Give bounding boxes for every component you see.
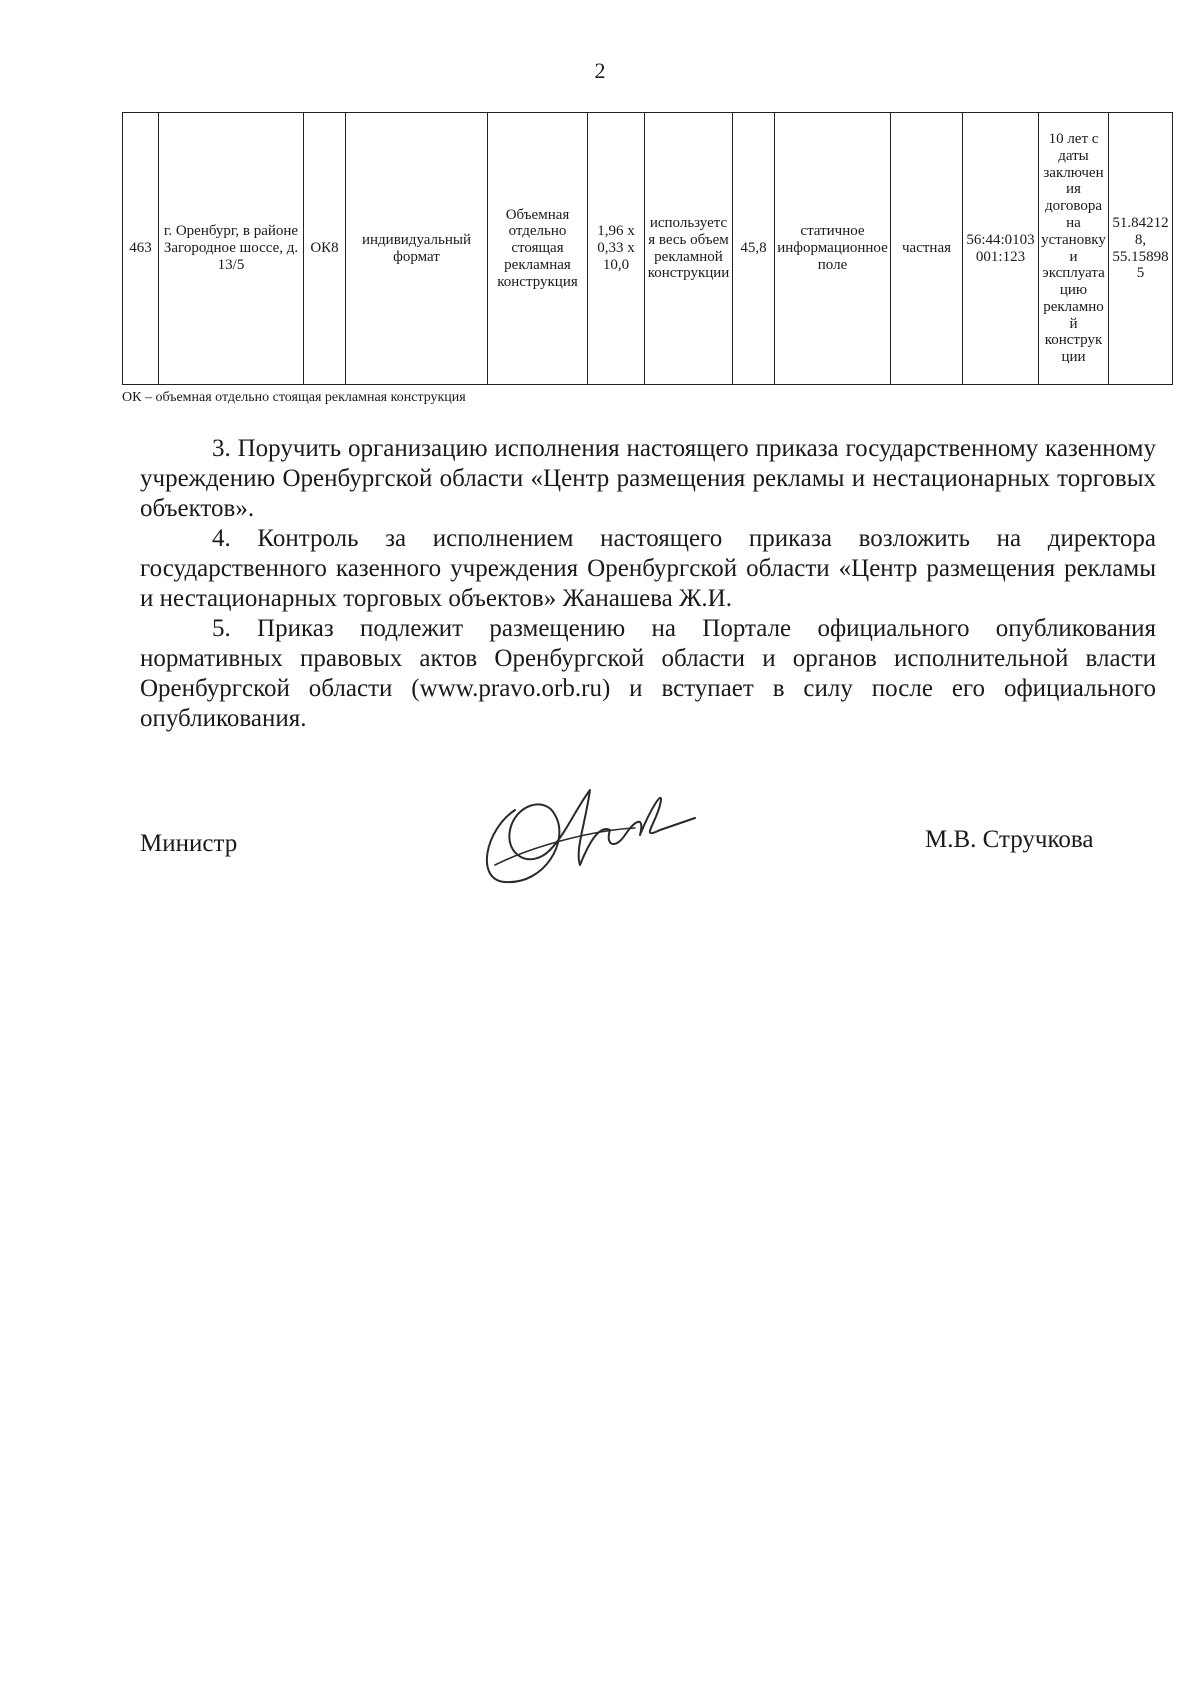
cell-type-code: ОК8 bbox=[304, 113, 346, 385]
cell-address: г. Оренбург, в районе Загородное шоссе, д. 13/5 bbox=[159, 113, 304, 385]
cell-ownership: частная bbox=[891, 113, 963, 385]
cell-structure-type: Объемная отдельно стоящая рекламная конструкция bbox=[488, 113, 588, 385]
paragraph-3: 3. Поручить организацию исполнения настоящего приказа государственному казенному учреждению Оренбургской области «Центр размещения рекламы и нестационарных торговых объектов». bbox=[140, 435, 1156, 522]
cell-number: 463 bbox=[123, 113, 159, 385]
cell-area: 45,8 bbox=[733, 113, 775, 385]
cell-term: 10 лет с даты заключения договора на установку и эксплуатацию рекламной конструкции bbox=[1039, 113, 1109, 385]
cell-coordinates: 51.842128, 55.158985 bbox=[1109, 113, 1173, 385]
paragraph-4: 4. Контроль за исполнением настоящего приказа возложить на директора государственного казенного учреждения Оренбургской области «Центр размещения рекламы и нестационарных торговых объектов» Жанашева Ж.И. bbox=[140, 525, 1156, 612]
table-footnote: ОК – объемная отдельно стоящая рекламная конструкция bbox=[122, 390, 466, 405]
cell-usage: используется весь объем рекламной конструкции bbox=[645, 113, 733, 385]
cell-cadastral-number: 56:44:0103001:123 bbox=[963, 113, 1039, 385]
handwritten-signature bbox=[475, 770, 705, 890]
advertising-structure-table bbox=[122, 112, 1173, 385]
paragraph-5: 5. Приказ подлежит размещению на Портале официального опубликования нормативных правовых актов Оренбургской области и органов исполнительной власти Оренбургской области (www.pravo.orb.ru) и вступает в силу после его официального опубликования. bbox=[140, 615, 1156, 732]
order-body bbox=[140, 434, 1156, 734]
signatory-position: Министр bbox=[140, 830, 238, 857]
signatory-name: М.В. Стручкова bbox=[925, 826, 1094, 853]
cell-format: индивидуальный формат bbox=[346, 113, 488, 385]
cell-dimensions: 1,96 x 0,33 x 10,0 bbox=[588, 113, 645, 385]
page-number: 2 bbox=[594, 58, 606, 83]
cell-info-field: статичное информационное поле bbox=[775, 113, 891, 385]
table-row bbox=[123, 113, 1173, 385]
